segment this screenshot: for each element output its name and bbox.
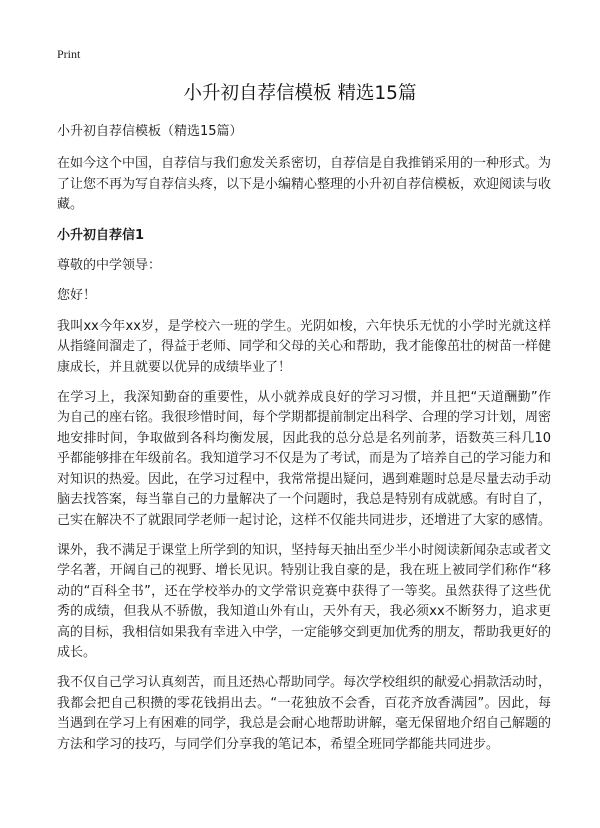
section-heading: 小升初自荐信1 [57, 227, 145, 243]
intro-paragraph: 在如今这个中国，自荐信与我们愈发关系密切，自荐信是自我推销采用的一种形式。为了让您不再为写自荐信头疼，以下是小编精心整理的小升初自荐信模板，欢迎阅读与收藏。 [57, 156, 552, 213]
body-paragraph: 课外，我不满足于课堂上所学到的知识，坚持每天抽出至少半小时阅读新闻杂志或者文学名著，开阔自己的视野、增长见识。特别让我自豪的是，我在班上被同学们称作“移动的“百科全书”，还在学校举办的文学常识竞赛中获得了一等奖。虽然获得了这些优秀的成绩，但我从不骄傲，我知道山外有山，天外有天，我必须xx不断努力，追求更高的目标，我相信如果我有幸进入中学，一定能够交到更加优秀的朋友，帮助我更好的成长。 [57, 542, 552, 660]
body-paragraph: 在学习上，我深知勤奋的重要性，从小就养成良好的学习习惯，并且把“天道酬勤”作为自己的座右铭。我很珍惜时间，每个学期都提前制定出科学、合理的学习计划，周密地安排时间，争取做到各科均衡发展，因此我的总分总是名列前茅，语数英三科几10乎都能够排在年级前名。我知道学习不仅是为了考试，而是为了培养自己的学习能力和对知识的热爱。因此，在学习过程中，我常常提出疑问，遇到难题时总是尽量去动手动脑去找答案，每当靠自己的力量解决了一个问题时，我总是特别有成就感。有时自了，己实在解决不了就跟同学老师一起讨论，这样不仅能共同进步，还增进了大家的感情。 [57, 390, 552, 528]
article-subtitle: 小升初自荐信模板（精选15篇） [57, 124, 243, 139]
print-link[interactable]: Print [57, 47, 81, 61]
body-paragraph: 我不仅自己学习认真刻苦，而且还热心帮助同学。每次学校组织的献爱心捐款活动时，我都会把自己积攒的零花钱捐出去。“一花独放不会香，百花齐放香满园”。因此，每当遇到在学习上有困难的同学，我总是会耐心地帮助讲解，毫无保留地介绍自己解题的方法和学习的技巧，与同学们分享我的笔记本，希望全班同学都能共同进步。 [57, 675, 552, 752]
article-body [57, 122, 551, 765]
body-paragraph: 我叫xx今年xx岁，是学校六一班的学生。光阴如梭，六年快乐无忧的小学时光就这样从指缝间溜走了，得益于老师、同学和父母的关心和帮助，我才能像茁壮的树苗一样健康成长，并且就要以优异的成绩毕业了！ [57, 318, 552, 375]
page-title: 小升初自荐信模板 精选15篇 [183, 83, 417, 104]
greeting: 您好！ [57, 288, 97, 304]
salutation: 尊敬的中学领导： [57, 258, 162, 274]
